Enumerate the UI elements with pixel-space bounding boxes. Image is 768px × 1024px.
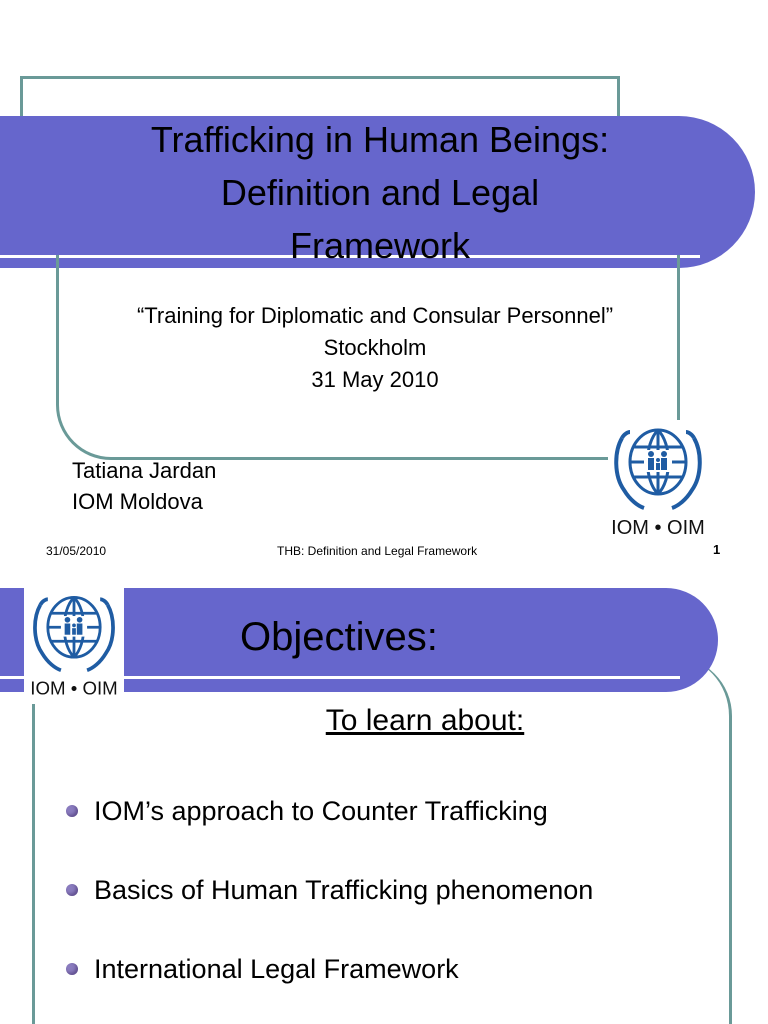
subtitle-line-1: “Training for Diplomatic and Consular Personnel” (136, 303, 614, 328)
footer-date: 31/05/2010 (46, 544, 107, 558)
title-line-2: Definition and Legal (220, 172, 540, 213)
subtitle-line-3: 31 May 2010 (311, 367, 439, 392)
objectives-list (66, 794, 593, 1024)
title-line-1: Trafficking in Human Beings: (150, 119, 610, 160)
slide-2 (0, 576, 768, 1024)
slide-title (60, 113, 700, 272)
slide-title: Objectives: (240, 615, 438, 659)
list-item (66, 794, 593, 873)
bullet-dot-icon (66, 963, 78, 975)
iom-logo-icon (608, 420, 708, 542)
slide-subtitle (60, 300, 690, 396)
footer-title: THB: Definition and Legal Framework (277, 544, 478, 558)
list-item-text: IOM’s approach to Counter Trafficking (94, 796, 548, 826)
author-name: Tatiana Jardan (72, 458, 217, 483)
list-item (66, 952, 593, 1024)
logo-text: IOM • OIM (30, 677, 118, 699)
author-org: IOM Moldova (72, 489, 203, 514)
list-item-text: International Legal Framework (94, 954, 459, 984)
slide-subheading: To learn about: (325, 704, 525, 737)
iom-logo-icon (26, 588, 122, 702)
bullet-dot-icon (66, 884, 78, 896)
list-item (66, 873, 593, 952)
subtitle-line-2: Stockholm (323, 335, 427, 360)
bullet-dot-icon (66, 805, 78, 817)
title-line-3: Framework (289, 225, 471, 266)
author-block (72, 455, 216, 517)
logo-text: IOM • OIM (611, 517, 705, 539)
page-number: 1 (713, 542, 721, 557)
list-item-text: Basics of Human Trafficking phenomenon (94, 875, 594, 905)
